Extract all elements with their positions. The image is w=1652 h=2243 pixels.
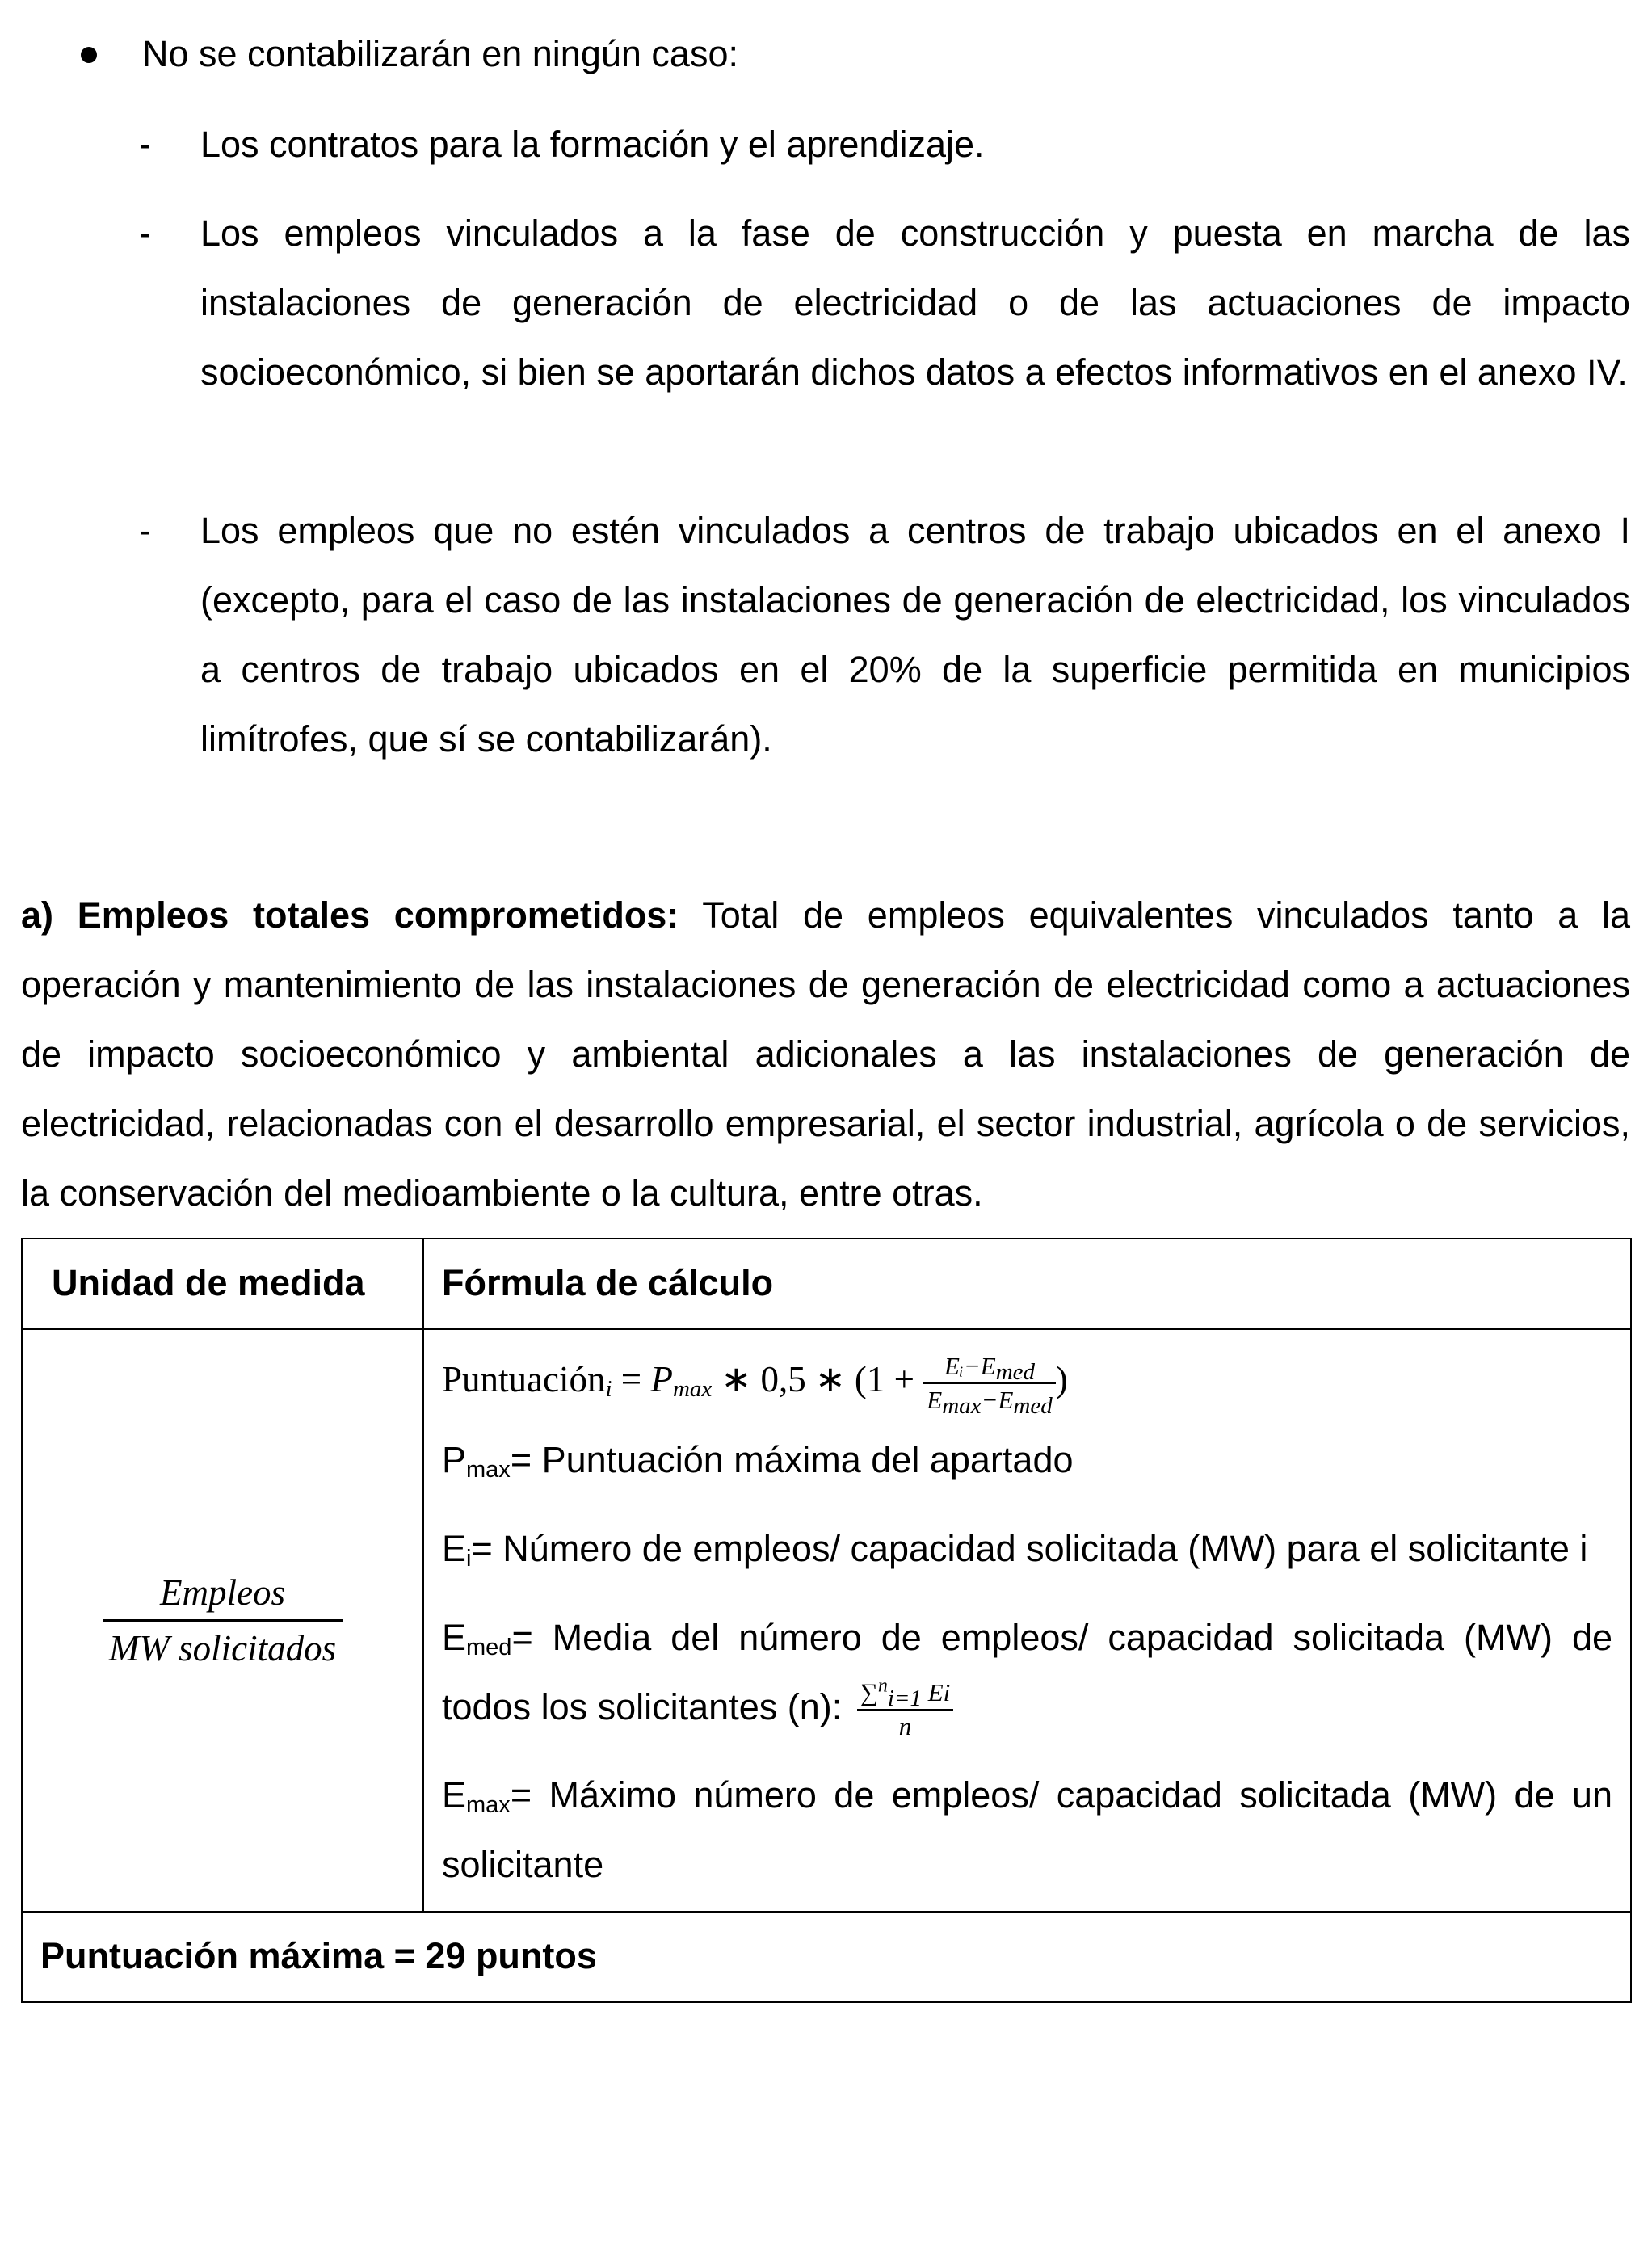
formula-cell xyxy=(423,1329,1631,1912)
formula-frac-den-sub2: med xyxy=(1013,1392,1053,1419)
dash-icon: - xyxy=(139,510,151,551)
header-formula: Fórmula de cálculo xyxy=(423,1239,1631,1329)
unit-denominator: MW solicitados xyxy=(103,1619,343,1675)
def-ei-symbol: E xyxy=(442,1528,467,1569)
formula-p-sub: max xyxy=(672,1376,713,1402)
dash-item-text: Los contratos para la formación y el aprendizaje. xyxy=(200,124,985,165)
header-unit: Unidad de medida xyxy=(22,1239,423,1329)
dash-list-item xyxy=(139,496,1630,774)
def-emax-sub: max xyxy=(466,1792,511,1819)
unit-fraction xyxy=(103,1566,343,1675)
dash-list-item xyxy=(139,110,1630,179)
section-a-paragraph xyxy=(21,881,1630,1228)
def-pmax-sub: max xyxy=(466,1457,511,1483)
def-pmax-symbol: P xyxy=(442,1439,467,1480)
formula-close: ) xyxy=(1055,1359,1068,1399)
sum-var: Ei xyxy=(922,1678,951,1707)
dash-icon: - xyxy=(139,213,151,254)
bullet-icon xyxy=(81,47,97,63)
dash-icon: - xyxy=(139,124,151,165)
def-emed-text: = Media del número de empleos/ capacidad solicitada (MW) de todos los solicitantes (n): xyxy=(442,1617,1612,1727)
formula-p: P xyxy=(650,1359,673,1399)
sum-sup: n xyxy=(877,1675,888,1697)
dash-item-text: Los empleos que no estén vinculados a centros de trabajo ubicados en el anexo I (excepto, para el caso de las instalaciones de generación de electricidad, los vinculados a centros de trabajo ubicados en el 20% de la superficie permitida en municipios limítrofes, que sí se contabilizarán). xyxy=(200,510,1630,760)
sum-fraction xyxy=(857,1677,954,1743)
max-score: Puntuación máxima = 29 puntos xyxy=(22,1912,1631,2002)
def-emax-symbol: E xyxy=(442,1774,467,1816)
table-footer-row xyxy=(22,1912,1631,2002)
dash-item-text: Los empleos vinculados a la fase de construcción y puesta en marcha de las instalaciones de generación de electricidad o de las actuaciones de impacto socioeconómico, si bien se aportarán dichos datos a efectos informativos en el anexo IV. xyxy=(200,213,1630,393)
formula-frac-num-sub: med xyxy=(995,1358,1036,1385)
criteria-table xyxy=(21,1238,1632,2003)
def-ei xyxy=(442,1495,1612,1584)
bullet-text: No se contabilizarán en ningún caso: xyxy=(142,33,738,74)
def-emed-sub: med xyxy=(466,1635,512,1660)
table-header-row xyxy=(22,1239,1631,1329)
formula-lhs-sub: i xyxy=(605,1376,612,1402)
def-ei-text: = Número de empleos/ capacidad solicitada (MW) para el solicitante i xyxy=(471,1528,1588,1569)
score-formula xyxy=(442,1330,1612,1424)
def-ei-sub: i xyxy=(466,1546,472,1572)
def-emed xyxy=(442,1584,1612,1743)
section-a-body: Total de empleos equivalentes vinculados tanto a la operación y mantenimiento de las instalaciones de generación de electricidad como a actuaciones de impacto socioeconómico y ambiental adicionales a las instalaciones de generación de electricidad, relacionadas con el desarrollo empresarial, el sector industrial, agrícola o de servicios, la conservación del medioambiente o la cultura, entre otras. xyxy=(21,894,1630,1214)
formula-mid: ∗ 0,5 ∗ (1 + xyxy=(712,1359,924,1399)
formula-frac-den: E xyxy=(927,1385,943,1414)
section-a-heading: a) Empleos totales comprometidos: xyxy=(21,894,679,936)
sum-den: n xyxy=(857,1709,954,1743)
formula-frac-den-mid: −E xyxy=(981,1385,1014,1414)
sum-symbol: ∑ xyxy=(860,1678,878,1707)
formula-lhs: Puntuación xyxy=(442,1359,606,1399)
formula-eq: = xyxy=(612,1359,651,1399)
dash-list-item xyxy=(139,199,1630,407)
formula-frac-num: Eᵢ−E xyxy=(944,1351,996,1380)
def-emax-text: = Máximo número de empleos/ capacidad solicitada (MW) de un solicitante xyxy=(442,1774,1612,1886)
sum-sub: i=1 xyxy=(887,1685,922,1712)
unit-cell xyxy=(22,1329,423,1912)
formula-fraction xyxy=(923,1350,1055,1419)
formula-frac-den-sub1: max xyxy=(942,1392,982,1419)
def-emed-symbol: E xyxy=(442,1617,467,1658)
table-body-row xyxy=(22,1329,1631,1912)
def-emax xyxy=(442,1743,1612,1911)
unit-numerator: Empleos xyxy=(160,1572,285,1614)
def-pmax-text: = Puntuación máxima del apartado xyxy=(510,1439,1074,1480)
def-pmax xyxy=(442,1424,1612,1495)
